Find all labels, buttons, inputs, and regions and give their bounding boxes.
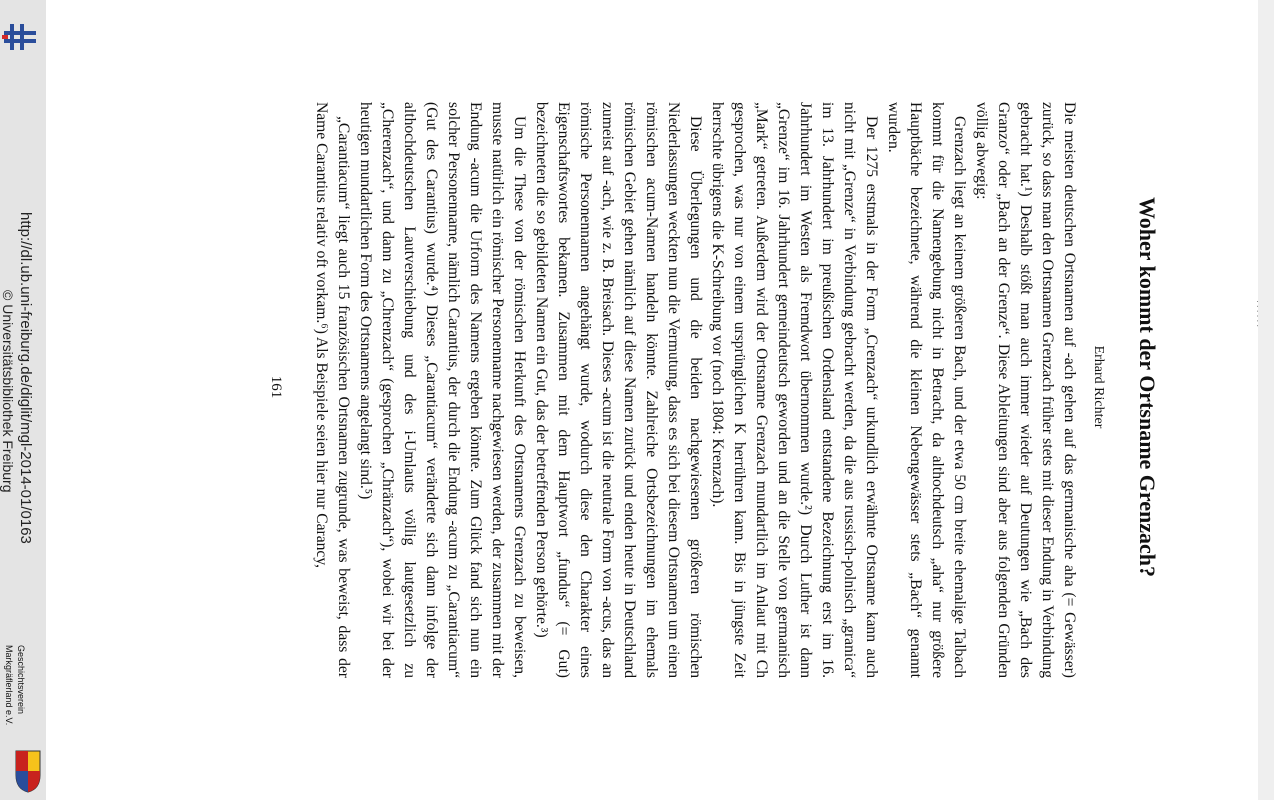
society-name-line2: Markgräflerland e.V. — [4, 645, 14, 726]
society-name: Geschichtsverein — [16, 645, 26, 715]
copyright-notice: © Universitätsbibliothek Freiburg — [0, 290, 16, 493]
paragraph: Diese Überlegungen und die beiden nachgewiesenen größeren römischen Niederlassungen weckten nun die Vermutung, dass es sich bei diesem Ortsnamen um einen römischen acum-Namen handeln könnte. Zahlreiche Ortsbezeichnungen im ehemals römischen Gebiet gehen nämlich auf diese Namen zurück und enden heute in Deutschland zumeist auf -ach, wie z. B. Breisach. Dieses -acum ist die neutrale Form von -acus, das an römische Personennamen angehängt wurde, wodurch diese den Charakter eines Eigenschaftswortes bekamen. Zusammen mit dem Hauptwort „fundus“ (= Gut) bezeichneten die so gebildeten Namen ein Gut, das der betreffenden Person gehörte.³) — [533, 102, 704, 678]
document-url[interactable]: http://dl.ub.uni-freiburg.de/diglit/mgl-2014-01/0163 — [17, 212, 34, 544]
paragraph: Der 1275 erstmals in der Form „Crenzach“ urkundlich erwähnte Ortsname kann auch nicht mit „Grenze“ in Verbindung gebracht werden, da die aus russisch-polnisch „granica“ im 13. Jahrhundert im preußischen Ordensland entstandene Bezeichnung erst im 16. Jahrhundert im Westen als Fremdwort übernommen wurde.²) Durch Luther ist dann „Grenze“ im 16. Jahrhundert gemeindeutsch geworden und an die Stelle von germanisch „Mark“ getreten. Außerdem wird der Ortsname Grenzach mundartlich im Anlaut mit Ch gesprochen, was nur von einem ursprünglichen K herrühren kann. Bis in jüngste Zeit herrschte übrigens die K-Schreibung vor (noch 1804: Krenzach). — [709, 102, 880, 678]
article-body — [310, 102, 1080, 678]
paragraph: Die meisten deutschen Ortsnamen auf -ach gehen auf das germanische aha (= Gewässer) zurück, so dass man den Ortsnamen Grenzach früher stets mit dieser Endung in Verbindung gebracht hat.¹) Deshalb stößt man auch immer wieder auf Deutungen wie „Bach des Granzo“ oder „Bach an der Grenze“. Diese Ableitungen sind aber aus folgenden Gründen völlig abwegig: — [973, 102, 1078, 678]
paragraph: „Carantiacum“ liegt auch 15 französischen Ortsnamen zugrunde, was beweist, dass der Name Carantius relativ oft vorkam.⁶) Als Beispiele seien hier nur Carancy, — [313, 102, 352, 678]
paragraph: Um die These von der römischen Herkunft des Ortsnamens Grenzach zu beweisen, musste natürlich ein römischer Personenname nachgewiesen werden, der zusammen mit der Endung -acum die Urform des Namens ergeben könnte. Zum Glück fand sich nun ein solcher Personenname, nämlich Carantius, der durch die Endung -acum zu „Carantiacum“ (Gut des Carantius) wurde.⁴) Dieses „Carantiacum“ veränderte sich dann infolge der althochdeutschen Lautverschiebung und des i-Umlauts völlig lautgesetzlich zu „Cherenzach“, und dann zu „Chrenzach“ (gesprochen „Chränzach“), wobei wir bei der heutigen mundartlichen Form des Ortsnamens angelangt sind.⁵) — [357, 102, 528, 678]
page-number: 161 — [268, 375, 284, 399]
author-name: Erhard Richter — [1091, 345, 1106, 429]
adjacent-page-fragment: · · · · · · — [1253, 300, 1262, 328]
paragraph: Grenzach liegt an keinem größeren Bach, und der etwa 50 cm breite ehemalige Talbach kommt für die Namengebung nicht in Betracht, da althochdeutsch „aha“ nur größere Hauptbäche bezeichnete, während die kleinen Nebengewässer stets „Bach“ genannt wurden. — [885, 102, 968, 678]
article-title: Woher kommt der Ortsname Grenzach? — [1135, 196, 1160, 578]
document-page — [200, 92, 1160, 682]
